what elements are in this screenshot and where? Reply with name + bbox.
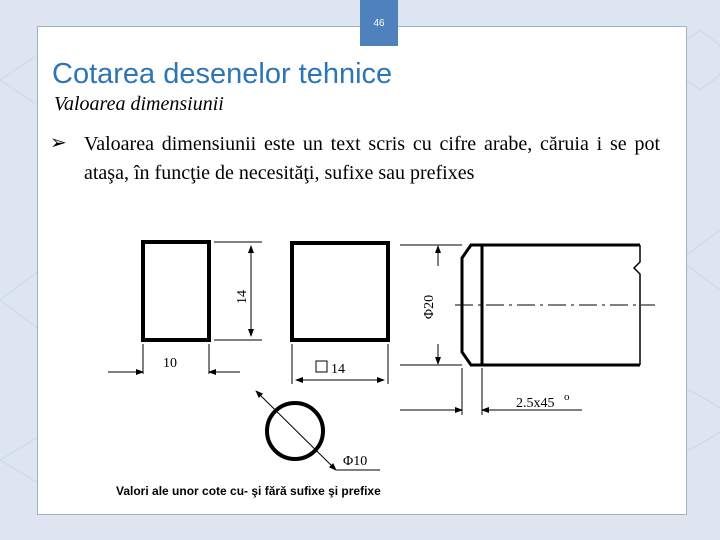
page-number: 46: [360, 0, 398, 46]
square-symbol-icon: [316, 361, 327, 372]
arrow-bullet-icon: ➢: [50, 130, 67, 154]
figure-caption: Valori ale unor cote cu- şi fără sufixe şi prefixe: [116, 484, 381, 498]
slide-subtitle: Valoarea dimensiunii: [54, 93, 224, 115]
shaft-part: [400, 245, 655, 415]
degree-symbol: o: [564, 391, 570, 403]
slide-title: Cotarea desenelor tehnice: [52, 58, 393, 90]
rectangle-part: [108, 242, 262, 374]
dimension-14: 14: [235, 290, 250, 304]
bullet-text: Valoarea dimensiunii este un text scris cu cifre arabe, căruia i se pot ataşa, în funcţie de necesităţi, sufixe sau prefixes: [84, 133, 660, 184]
dimension-10: 10: [163, 356, 177, 371]
dimension-diameter-10: Φ10: [343, 454, 368, 469]
dimension-chamfer: 2.5x45: [516, 396, 555, 411]
dimension-square-14: 14: [331, 362, 345, 377]
dimension-diameter-20: Φ20: [422, 294, 437, 320]
